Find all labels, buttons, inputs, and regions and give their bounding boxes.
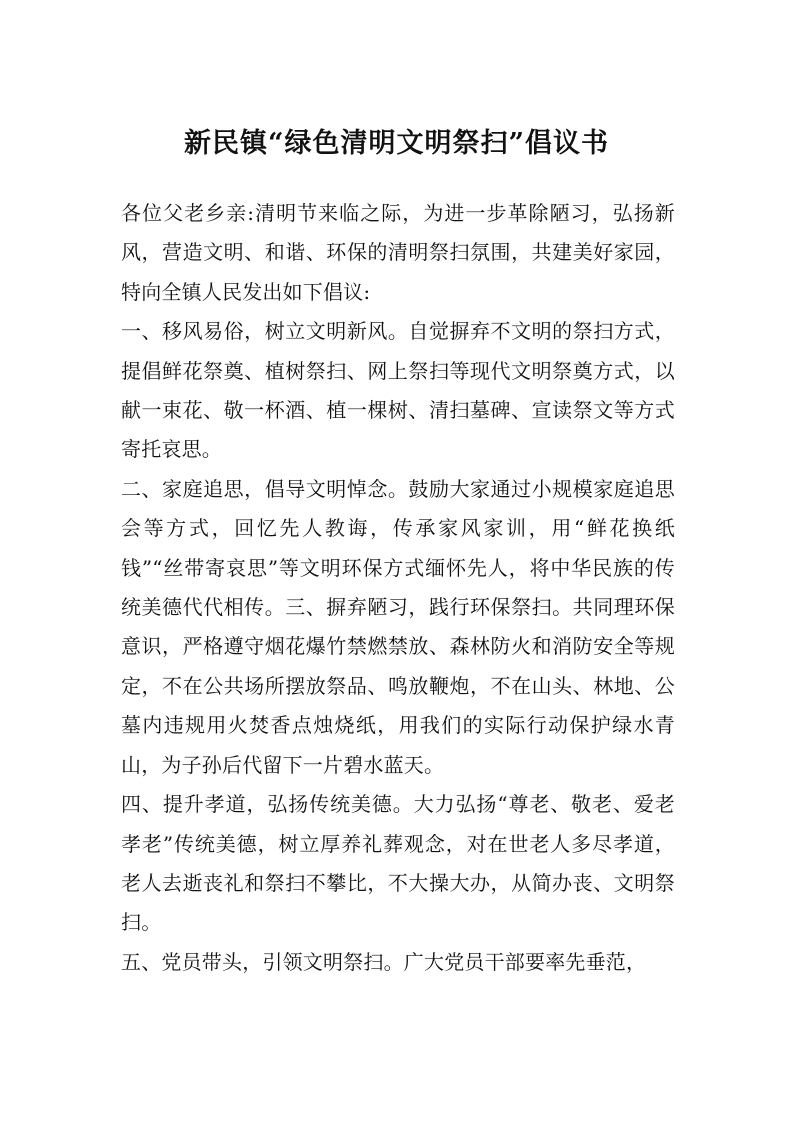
paragraph-item-4: 四、提升孝道，弘扬传统美德。大力弘扬“尊老、敬老、爱老孝老”传统美德，树立厚养礼葬观念，对在世老人多尽孝道，老人去逝丧礼和祭扫不攀比，不大操大办，从简办丧、文明祭扫。 [121,792,675,935]
paragraph-item-2-3: 二、家庭追思，倡导文明悼念。鼓励大家通过小规模家庭追思会等方式，回忆先人教诲，传承家风家训，用“鲜花换纸钱”“丝带寄哀思”等文明环保方式缅怀先人，将中华民族的传统美德代代相传。三、摒弃陋习，践行环保祭扫。共同理环保意识，严格遵守烟花爆竹禁燃禁放、森林防火和消防安全等规定，不在公共场所摆放祭品、鸣放鞭炮，不在山头、林地、公墓内违规用火焚香点烛烧纸，用我们的实际行动保护绿水青山，为子孙后代留下一片碧水蓝天。 [121,476,675,777]
paragraph-item-1: 一、移风易俗，树立文明新风。自觉摒弃不文明的祭扫方式，提倡鲜花祭奠、植树祭扫、网上祭扫等现代文明祭奠方式，以献一束花、敬一杯酒、植一棵树、清扫墓碑、宣读祭文等方式寄托哀思。 [121,319,675,462]
document-title: 新民镇“绿色清明文明祭扫”倡议书 [183,128,610,159]
document-body [121,194,675,982]
paragraph-greeting: 各位父老乡亲:清明节来临之际，为进一步革除陋习，弘扬新风，营造文明、和谐、环保的清明祭扫氛围，共建美好家园，特向全镇人民发出如下倡议: [121,201,675,304]
paragraph-item-5: 五、党员带头，引领文明祭扫。广大党员干部要率先垂范， [121,949,647,974]
